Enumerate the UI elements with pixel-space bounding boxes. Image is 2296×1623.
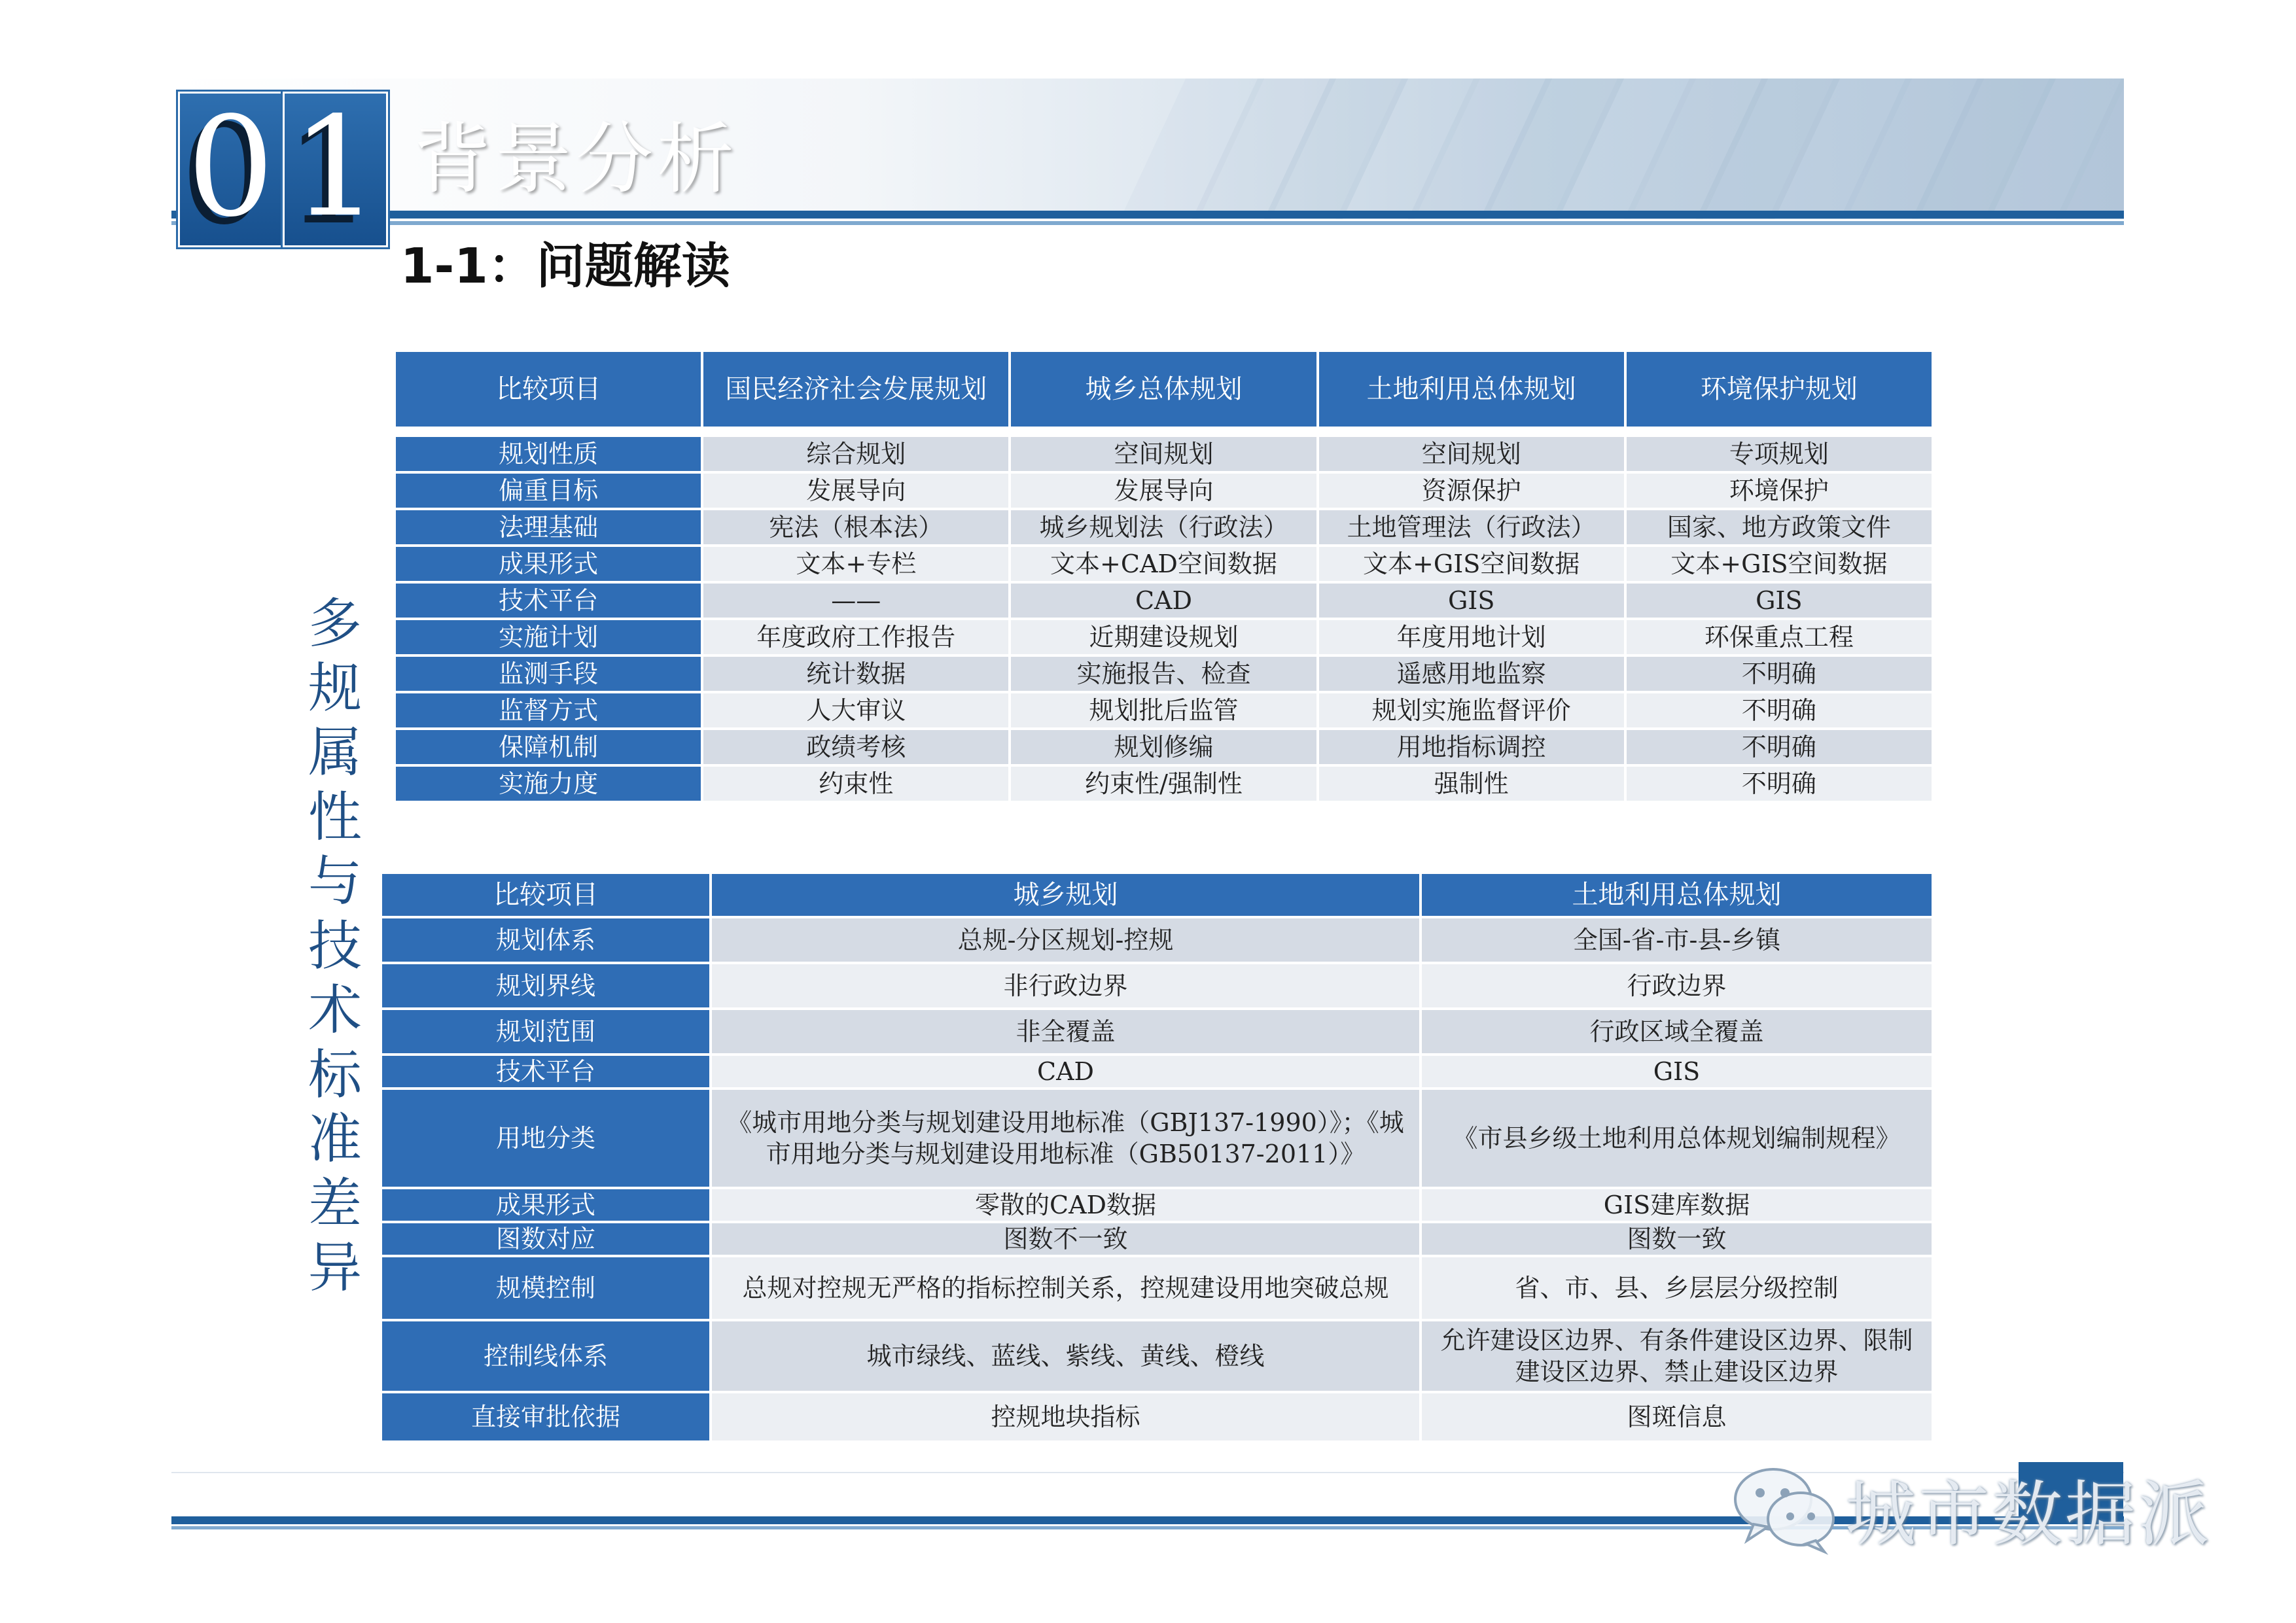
row-label: 成果形式 — [396, 547, 701, 581]
table-cell: 图数不一致 — [712, 1223, 1419, 1255]
banner-rule-thin — [171, 221, 2124, 225]
section-number-digit-text: 1 — [291, 87, 380, 247]
table-cell: 总规-分区规划-控规 — [712, 918, 1419, 962]
table2-header: 城乡规划 — [712, 874, 1419, 916]
table-cell: 约束性 — [703, 767, 1008, 801]
row-label: 规划性质 — [396, 437, 701, 471]
section-number-digit-text: 0 — [186, 87, 275, 247]
table-cell: 非全覆盖 — [712, 1010, 1419, 1053]
table-cell: 空间规划 — [1319, 437, 1624, 471]
table-cell: 发展导向 — [1011, 474, 1316, 508]
table-row — [382, 1010, 1932, 1053]
table1-header: 土地利用总体规划 — [1319, 352, 1624, 427]
table-cell: 行政区域全覆盖 — [1422, 1010, 1932, 1053]
table-cell: 允许建设区边界、有条件建设区边界、限制建设区边界、禁止建设区边界 — [1422, 1321, 1932, 1391]
table1-header: 比较项目 — [396, 352, 701, 427]
row-label: 图数对应 — [382, 1223, 709, 1255]
table-row — [382, 1393, 1932, 1440]
side-label-char: 差 — [308, 1172, 362, 1235]
side-label-char: 术 — [308, 979, 362, 1041]
table-row — [396, 437, 1932, 471]
table-cell: 文本+GIS空间数据 — [1319, 547, 1624, 581]
vertical-side-label — [302, 592, 368, 1301]
row-label: 技术平台 — [396, 584, 701, 618]
table-cell: 年度政府工作报告 — [703, 620, 1008, 654]
table-cell: 《市县乡级土地利用总体规划编制规程》 — [1422, 1090, 1932, 1187]
table-row — [382, 1090, 1932, 1187]
row-label: 规划范围 — [382, 1010, 709, 1053]
table1-header: 国民经济社会发展规划 — [703, 352, 1008, 427]
table-cell: GIS — [1319, 584, 1624, 618]
table-row — [396, 547, 1932, 581]
table-cell: 不明确 — [1627, 730, 1932, 764]
table-cell: 行政边界 — [1422, 964, 1932, 1007]
table-row — [396, 620, 1932, 654]
side-label-char: 与 — [308, 850, 362, 913]
row-label: 偏重目标 — [396, 474, 701, 508]
table-cell: 环境保护 — [1627, 474, 1932, 508]
table-cell: CAD — [1011, 584, 1316, 618]
table-cell: 约束性/强制性 — [1011, 767, 1316, 801]
row-label: 规划界线 — [382, 964, 709, 1007]
row-label: 用地分类 — [382, 1090, 709, 1187]
table-row — [382, 1321, 1932, 1391]
row-label: 规模控制 — [382, 1257, 709, 1319]
table-cell: 综合规划 — [703, 437, 1008, 471]
table-cell: 控规地块指标 — [712, 1393, 1419, 1440]
table-cell: 零散的CAD数据 — [712, 1189, 1419, 1221]
table-cell: 不明确 — [1627, 693, 1932, 727]
table-cell: 省、市、县、乡层层分级控制 — [1422, 1257, 1932, 1319]
table-cell: 年度用地计划 — [1319, 620, 1624, 654]
table1-header: 城乡总体规划 — [1011, 352, 1316, 427]
side-label-char: 性 — [308, 786, 362, 848]
table-cell: 政绩考核 — [703, 730, 1008, 764]
table2-header: 土地利用总体规划 — [1422, 874, 1932, 916]
row-label: 监督方式 — [396, 693, 701, 727]
table-cell: 图数一致 — [1422, 1223, 1932, 1255]
table-cell: 非行政边界 — [712, 964, 1419, 1007]
side-label-char: 标 — [308, 1043, 362, 1106]
side-label-char: 技 — [308, 915, 362, 977]
watermark-text: 城市数据派 — [1845, 1473, 2212, 1556]
row-label: 技术平台 — [382, 1056, 709, 1087]
table-row — [382, 964, 1932, 1007]
table-cell: 文本+专栏 — [703, 547, 1008, 581]
table-cell: GIS — [1422, 1056, 1932, 1087]
wechat-icon — [1727, 1459, 1839, 1557]
table-row — [382, 1056, 1932, 1087]
table-row — [396, 584, 1932, 618]
banner-rule — [171, 211, 2124, 218]
table-row — [396, 474, 1932, 508]
row-label: 直接审批依据 — [382, 1393, 709, 1440]
table-cell: 用地指标调控 — [1319, 730, 1624, 764]
table-cell: 发展导向 — [703, 474, 1008, 508]
table-cell: 城乡规划法（行政法） — [1011, 510, 1316, 544]
table-row — [382, 918, 1932, 962]
table-cell: 土地管理法（行政法） — [1319, 510, 1624, 544]
side-label-char: 规 — [308, 657, 362, 720]
table1-header: 环境保护规划 — [1627, 352, 1932, 427]
row-label: 实施力度 — [396, 767, 701, 801]
table-cell: GIS — [1627, 584, 1932, 618]
table-cell: 近期建设规划 — [1011, 620, 1316, 654]
table-cell: 不明确 — [1627, 657, 1932, 691]
table-cell: 人大审议 — [703, 693, 1008, 727]
table-cell: 文本+GIS空间数据 — [1627, 547, 1932, 581]
table-cell: 统计数据 — [703, 657, 1008, 691]
row-label: 控制线体系 — [382, 1321, 709, 1391]
table-cell: 文本+CAD空间数据 — [1011, 547, 1316, 581]
table-cell: 资源保护 — [1319, 474, 1624, 508]
table-cell: 国家、地方政策文件 — [1627, 510, 1932, 544]
section-title: 背景分析 — [414, 114, 739, 204]
row-label: 保障机制 — [396, 730, 701, 764]
row-label: 规划体系 — [382, 918, 709, 962]
table-cell: —— — [703, 584, 1008, 618]
table-cell: 规划实施监督评价 — [1319, 693, 1624, 727]
section-number-digit — [178, 87, 283, 247]
table-row — [396, 730, 1932, 764]
row-label: 监测手段 — [396, 657, 701, 691]
table-cell: 遥感用地监察 — [1319, 657, 1624, 691]
table-cell: 全国-省-市-县-乡镇 — [1422, 918, 1932, 962]
table-cell: 图斑信息 — [1422, 1393, 1932, 1440]
table-row — [382, 1223, 1932, 1255]
table-row — [396, 693, 1932, 727]
table-row — [382, 1189, 1932, 1221]
table-row — [396, 510, 1932, 544]
table2-header: 比较项目 — [382, 874, 709, 916]
table-cell: 不明确 — [1627, 767, 1932, 801]
table-cell: 强制性 — [1319, 767, 1624, 801]
row-label: 实施计划 — [396, 620, 701, 654]
table-cell: GIS建库数据 — [1422, 1189, 1932, 1221]
table-cell: 规划修编 — [1011, 730, 1316, 764]
table-cell: 城市绿线、蓝线、紫线、黄线、橙线 — [712, 1321, 1419, 1391]
table-cell: 宪法（根本法） — [703, 510, 1008, 544]
side-label-char: 多 — [308, 593, 362, 655]
section-number-digit — [283, 87, 388, 247]
side-label-char: 准 — [308, 1108, 362, 1170]
table-cell: 规划批后监管 — [1011, 693, 1316, 727]
table-cell: 专项规划 — [1627, 437, 1932, 471]
table-row — [396, 767, 1932, 801]
comparison-table-plans — [393, 349, 1934, 803]
side-label-char: 异 — [308, 1237, 362, 1299]
table-cell: 实施报告、检查 — [1011, 657, 1316, 691]
table-cell: 总规对控规无严格的指标控制关系，控规建设用地突破总规 — [712, 1257, 1419, 1319]
row-label: 成果形式 — [382, 1189, 709, 1221]
table-row — [382, 1257, 1932, 1319]
watermark — [1727, 1459, 2212, 1557]
side-label-char: 属 — [308, 722, 362, 784]
comparison-table-urban-vs-land — [380, 871, 1934, 1443]
table-cell: 环保重点工程 — [1627, 620, 1932, 654]
table-spacer-row — [396, 429, 1932, 434]
page-subtitle: 1-1：问题解读 — [400, 238, 730, 294]
table-cell: 空间规划 — [1011, 437, 1316, 471]
table-row — [396, 657, 1932, 691]
table-cell: CAD — [712, 1056, 1419, 1087]
table-cell: 《城市用地分类与规划建设用地标准（GBJ137-1990）》；《城市用地分类与规划建设用地标准（GB50137-2011）》 — [712, 1090, 1419, 1187]
row-label: 法理基础 — [396, 510, 701, 544]
